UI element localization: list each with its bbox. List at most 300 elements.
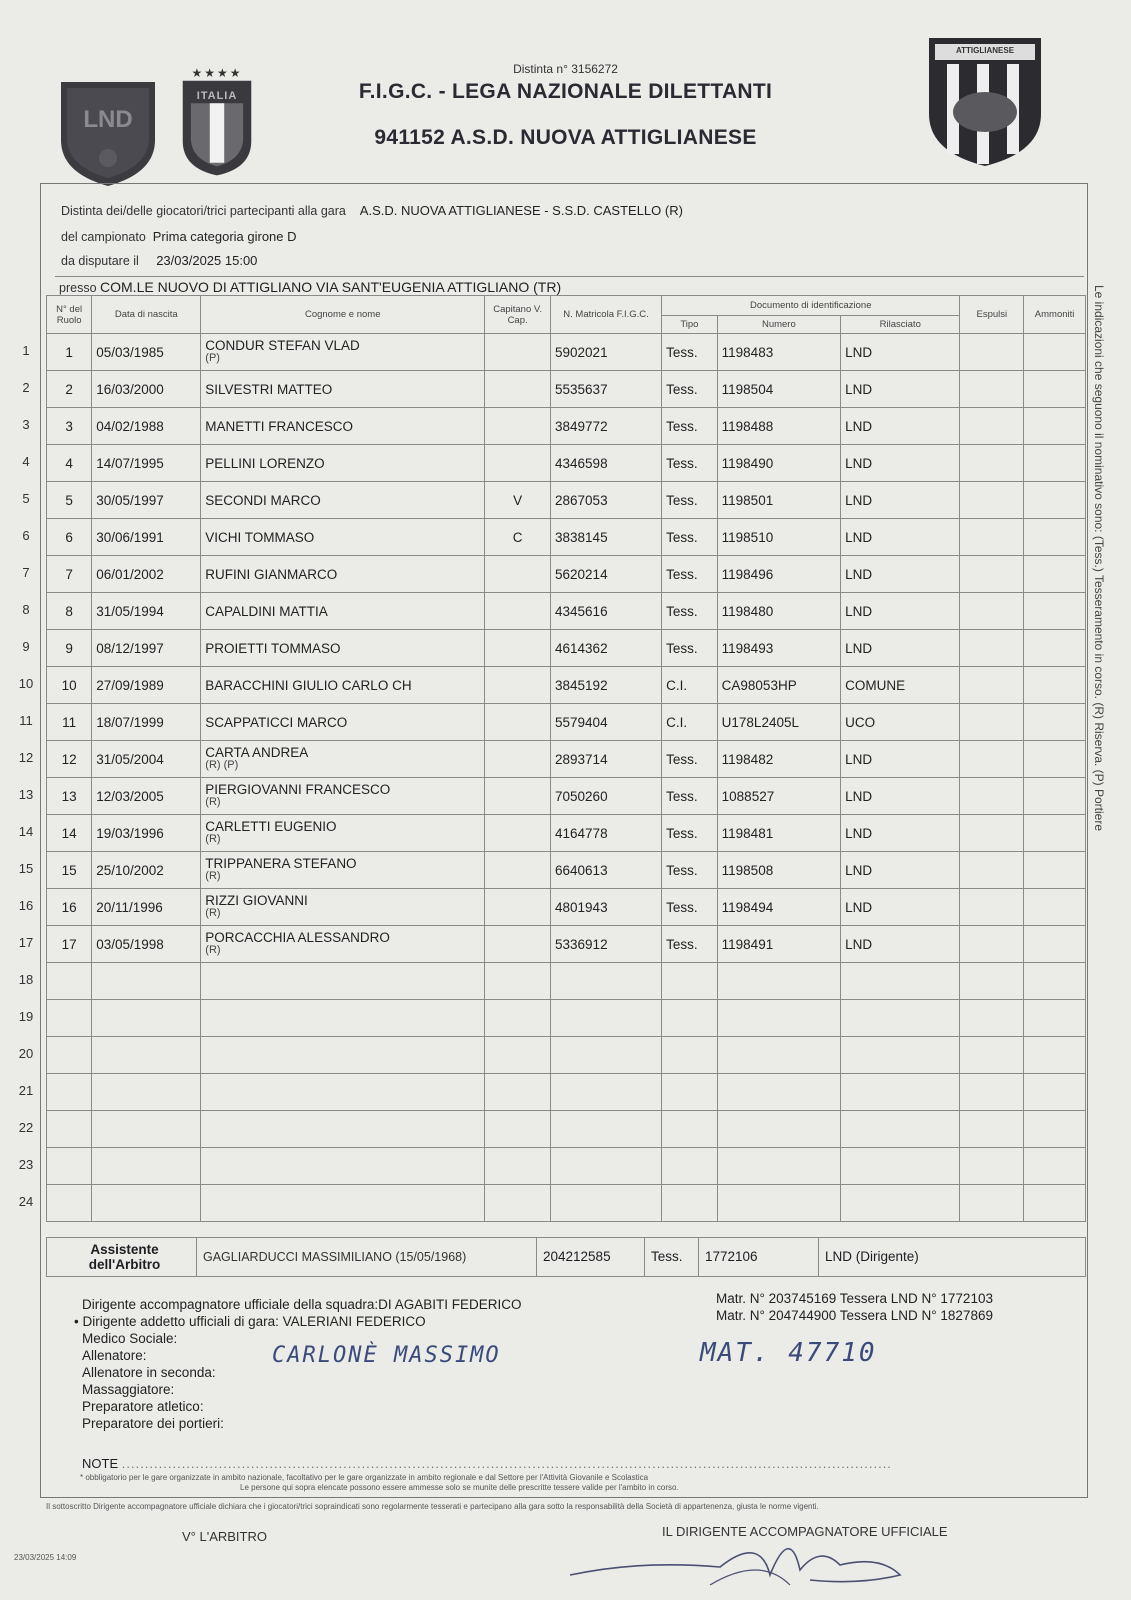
cell-nascita bbox=[92, 1000, 201, 1037]
row-number: 1 bbox=[22, 343, 30, 358]
cell-nascita bbox=[92, 963, 201, 1000]
cell-rilasciato: LND bbox=[841, 519, 960, 556]
col-documento: Documento di identificazione bbox=[662, 296, 960, 316]
player-name: SCAPPATICCI MARCO bbox=[205, 714, 348, 730]
cell-matricola: 5336912 bbox=[551, 926, 662, 963]
cell-espulsi bbox=[960, 408, 1024, 445]
cell-capitano bbox=[485, 667, 551, 704]
lnd-logo: LND bbox=[57, 78, 159, 188]
cell-espulsi bbox=[960, 445, 1024, 482]
row-number: 19 bbox=[18, 1009, 34, 1024]
distinta-number: Distinta n° 3156272 bbox=[513, 62, 618, 76]
player-name: CONDUR STEFAN VLAD bbox=[205, 338, 360, 353]
cell-numero: 1198482 bbox=[717, 741, 840, 778]
cell-rilasciato: LND bbox=[841, 778, 960, 815]
cell-matricola: 4346598 bbox=[551, 445, 662, 482]
cell-tipo: Tess. bbox=[662, 778, 718, 815]
assistente-name: GAGLIARDUCCI MASSIMILIANO (15/05/1968) bbox=[197, 1238, 537, 1276]
cell-matricola: 3845192 bbox=[551, 667, 662, 704]
col-capitano: Capitano V. Cap. bbox=[485, 296, 551, 334]
cell-ruolo: 7 bbox=[47, 556, 92, 593]
cell-nascita: 27/09/1989 bbox=[92, 667, 201, 704]
dirigente-addetto-text: Dirigente addetto ufficiali di gara: VALERIANI FEDERICO bbox=[82, 1314, 426, 1329]
row-number: 17 bbox=[18, 935, 34, 950]
persone-note: Le persone qui sopra elencate possono essere ammesse solo se munite delle prescritte tessere valide per l'ambito in corso. bbox=[240, 1483, 679, 1492]
cell-nascita bbox=[92, 1148, 201, 1185]
row-number: 5 bbox=[22, 491, 30, 506]
player-name: SILVESTRI MATTEO bbox=[205, 381, 333, 397]
championship: Prima categoria girone D bbox=[152, 229, 297, 244]
row-number: 21 bbox=[18, 1083, 34, 1098]
cell-nascita: 31/05/2004 bbox=[92, 741, 201, 778]
assistente-label: Assistente dell'Arbitro bbox=[47, 1238, 197, 1276]
table-row bbox=[47, 408, 1086, 445]
player-role-tag: (R) (P) bbox=[205, 759, 239, 771]
cell-ammoniti bbox=[1024, 408, 1086, 445]
player-name: CARTA ANDREA bbox=[205, 745, 309, 760]
cell-numero bbox=[717, 1185, 840, 1222]
row-number: 23 bbox=[18, 1157, 34, 1172]
match-teams: A.S.D. NUOVA ATTIGLIANESE - S.S.D. CASTELLO (R) bbox=[359, 203, 683, 218]
cell-capitano bbox=[485, 334, 551, 371]
cell-nome bbox=[201, 1074, 485, 1111]
cell-capitano bbox=[485, 778, 551, 815]
row-number: 18 bbox=[18, 972, 34, 987]
player-name: PELLINI LORENZO bbox=[205, 455, 325, 471]
cell-tipo: Tess. bbox=[662, 630, 718, 667]
cell-ammoniti bbox=[1024, 1000, 1086, 1037]
cell-capitano bbox=[485, 1111, 551, 1148]
cell-ruolo: 2 bbox=[47, 371, 92, 408]
federation-title: F.I.G.C. - LEGA NAZIONALE DILETTANTI bbox=[358, 80, 773, 103]
cell-nome bbox=[201, 334, 485, 371]
sottoscritto-note: Il sottoscritto Dirigente accompagnatore ufficiale dichiara che i giocatori/trici sopraindicati sono regolarmente tesserati e partecipano alla gara sotto la responsabilità della Società di appartenenza, giusta le norme vigenti. bbox=[46, 1502, 819, 1511]
cell-nascita: 04/02/1988 bbox=[92, 408, 201, 445]
player-name: PROIETTI TOMMASO bbox=[205, 640, 341, 656]
table-row bbox=[47, 815, 1086, 852]
cell-ammoniti bbox=[1024, 630, 1086, 667]
cell-nome bbox=[201, 1111, 485, 1148]
cell-matricola: 4801943 bbox=[551, 889, 662, 926]
player-role-tag: (R) bbox=[205, 907, 221, 919]
cell-capitano: V bbox=[485, 482, 551, 519]
matricola-2: Matr. N° 204744900 Tessera LND N° 1827869 bbox=[716, 1308, 993, 1323]
cell-numero: 1198481 bbox=[717, 815, 840, 852]
cell-ruolo bbox=[47, 1185, 92, 1222]
player-role-tag: (R) bbox=[205, 870, 221, 882]
cell-espulsi bbox=[960, 815, 1024, 852]
player-name: BARACCHINI GIULIO CARLO CH bbox=[205, 677, 412, 693]
cell-ruolo: 5 bbox=[47, 482, 92, 519]
cell-nascita: 20/11/1996 bbox=[92, 889, 201, 926]
cell-ammoniti bbox=[1024, 815, 1086, 852]
table-row bbox=[47, 482, 1086, 519]
cell-nome bbox=[201, 1185, 485, 1222]
cell-rilasciato: LND bbox=[841, 371, 960, 408]
cell-nome bbox=[201, 704, 485, 741]
cell-capitano bbox=[485, 741, 551, 778]
row-number: 13 bbox=[18, 787, 34, 802]
cell-matricola: 7050260 bbox=[551, 778, 662, 815]
cell-nome bbox=[201, 926, 485, 963]
label-campionato: del campionato bbox=[61, 230, 146, 244]
cell-tipo: Tess. bbox=[662, 889, 718, 926]
cell-nome bbox=[201, 445, 485, 482]
cell-ruolo: 12 bbox=[47, 741, 92, 778]
cell-rilasciato: LND bbox=[841, 445, 960, 482]
cell-espulsi bbox=[960, 593, 1024, 630]
cell-numero: U178L2405L bbox=[717, 704, 840, 741]
cell-capitano bbox=[485, 593, 551, 630]
match-date: 23/03/2025 15:00 bbox=[156, 253, 258, 268]
cell-ruolo: 13 bbox=[47, 778, 92, 815]
cell-matricola: 2893714 bbox=[551, 741, 662, 778]
cell-ruolo: 9 bbox=[47, 630, 92, 667]
cell-numero: 1198510 bbox=[717, 519, 840, 556]
cell-rilasciato: LND bbox=[841, 741, 960, 778]
cell-tipo bbox=[662, 1074, 718, 1111]
note-text: NOTE bbox=[82, 1456, 119, 1471]
cell-ruolo bbox=[47, 1037, 92, 1074]
signature-mark bbox=[560, 1515, 920, 1595]
table-row bbox=[47, 1074, 1086, 1111]
cell-nome bbox=[201, 741, 485, 778]
cell-ammoniti bbox=[1024, 556, 1086, 593]
club-title: 941152 A.S.D. NUOVA ATTIGLIANESE bbox=[374, 126, 757, 149]
cell-matricola bbox=[551, 1111, 662, 1148]
cell-matricola bbox=[551, 1148, 662, 1185]
cell-ruolo: 3 bbox=[47, 408, 92, 445]
table-row bbox=[47, 963, 1086, 1000]
cell-nome bbox=[201, 482, 485, 519]
cell-nome bbox=[201, 371, 485, 408]
player-name: VICHI TOMMASO bbox=[205, 529, 315, 545]
cell-espulsi bbox=[960, 667, 1024, 704]
timestamp: 23/03/2025 14:09 bbox=[14, 1553, 77, 1562]
cell-rilasciato: LND bbox=[841, 408, 960, 445]
cell-ruolo bbox=[47, 1148, 92, 1185]
cell-espulsi bbox=[960, 556, 1024, 593]
cell-matricola: 3849772 bbox=[551, 408, 662, 445]
cell-rilasciato: LND bbox=[841, 852, 960, 889]
cell-tipo: Tess. bbox=[662, 852, 718, 889]
cell-espulsi bbox=[960, 963, 1024, 1000]
assistente-row bbox=[46, 1237, 1086, 1277]
cell-rilasciato bbox=[841, 1111, 960, 1148]
table-row bbox=[47, 445, 1086, 482]
cell-ammoniti bbox=[1024, 334, 1086, 371]
cell-capitano bbox=[485, 371, 551, 408]
cell-espulsi bbox=[960, 704, 1024, 741]
row-number: 12 bbox=[18, 750, 34, 765]
table-row bbox=[47, 852, 1086, 889]
cell-rilasciato: LND bbox=[841, 334, 960, 371]
cell-matricola: 4164778 bbox=[551, 815, 662, 852]
cell-rilasciato: LND bbox=[841, 926, 960, 963]
cell-numero bbox=[717, 1074, 840, 1111]
cell-numero: 1198480 bbox=[717, 593, 840, 630]
table-row bbox=[47, 519, 1086, 556]
cell-matricola: 3838145 bbox=[551, 519, 662, 556]
cell-tipo: Tess. bbox=[662, 556, 718, 593]
vertical-legend-text: Le indicazioni che seguono il nominativo sono: (Tess.) Tesseramento in corso. (R) Riserva. (P) Portiere bbox=[1092, 285, 1106, 832]
club-logo: ATTIGLIANESE bbox=[925, 34, 1045, 170]
cell-nome bbox=[201, 852, 485, 889]
table-row bbox=[47, 556, 1086, 593]
cell-espulsi bbox=[960, 1074, 1024, 1111]
massaggiatore: Massaggiatore: bbox=[82, 1382, 175, 1397]
cell-espulsi bbox=[960, 852, 1024, 889]
cell-matricola: 2867053 bbox=[551, 482, 662, 519]
cell-ruolo: 1 bbox=[47, 334, 92, 371]
cell-numero bbox=[717, 1111, 840, 1148]
cell-capitano bbox=[485, 1148, 551, 1185]
cell-numero bbox=[717, 1148, 840, 1185]
cell-nascita: 16/03/2000 bbox=[92, 371, 201, 408]
cell-rilasciato: LND bbox=[841, 815, 960, 852]
preparatore-portieri: Preparatore dei portieri: bbox=[82, 1416, 224, 1431]
cell-ammoniti bbox=[1024, 371, 1086, 408]
cell-matricola: 4614362 bbox=[551, 630, 662, 667]
cell-capitano bbox=[485, 1000, 551, 1037]
cell-numero: 1198494 bbox=[717, 889, 840, 926]
cell-nascita bbox=[92, 1074, 201, 1111]
cell-capitano bbox=[485, 963, 551, 1000]
cell-ruolo: 6 bbox=[47, 519, 92, 556]
cell-matricola bbox=[551, 1037, 662, 1074]
player-name: PORCACCHIA ALESSANDRO bbox=[205, 930, 390, 945]
cell-capitano bbox=[485, 704, 551, 741]
col-matricola: N. Matricola F.I.G.C. bbox=[551, 296, 662, 334]
cell-ruolo: 4 bbox=[47, 445, 92, 482]
cell-rilasciato bbox=[841, 1000, 960, 1037]
cell-tipo bbox=[662, 1185, 718, 1222]
table-row bbox=[47, 1111, 1086, 1148]
cell-ruolo: 15 bbox=[47, 852, 92, 889]
cell-nascita: 18/07/1999 bbox=[92, 704, 201, 741]
table-row bbox=[47, 1148, 1086, 1185]
cell-capitano bbox=[485, 630, 551, 667]
cell-nome bbox=[201, 889, 485, 926]
cell-rilasciato bbox=[841, 1037, 960, 1074]
table-row bbox=[47, 926, 1086, 963]
allenatore: Allenatore: bbox=[82, 1348, 147, 1363]
row-number: 9 bbox=[22, 639, 30, 654]
row-number: 8 bbox=[22, 602, 30, 617]
cell-tipo bbox=[662, 1111, 718, 1148]
cell-ammoniti bbox=[1024, 1185, 1086, 1222]
cell-nome bbox=[201, 630, 485, 667]
cell-capitano bbox=[485, 408, 551, 445]
col-rilasciato: Rilasciato bbox=[841, 316, 960, 334]
table-row bbox=[47, 593, 1086, 630]
cell-capitano bbox=[485, 1185, 551, 1222]
cell-tipo: C.I. bbox=[662, 704, 718, 741]
player-name: MANETTI FRANCESCO bbox=[205, 418, 354, 434]
cell-espulsi bbox=[960, 1000, 1024, 1037]
cell-espulsi bbox=[960, 630, 1024, 667]
cell-capitano bbox=[485, 926, 551, 963]
cell-tipo bbox=[662, 1000, 718, 1037]
cell-tipo bbox=[662, 1037, 718, 1074]
row-number: 10 bbox=[18, 676, 34, 691]
cell-espulsi bbox=[960, 1037, 1024, 1074]
dirigente-label: IL DIRIGENTE ACCOMPAGNATORE UFFICIALE bbox=[662, 1524, 948, 1539]
cell-nascita: 06/01/2002 bbox=[92, 556, 201, 593]
table-row bbox=[47, 1037, 1086, 1074]
row-number: 24 bbox=[18, 1194, 34, 1209]
arbitro-label: V° L'ARBITRO bbox=[182, 1529, 267, 1544]
venue: COM.LE NUOVO DI ATTIGLIANO VIA SANT'EUGENIA ATTIGLIANO (TR) bbox=[100, 279, 562, 295]
player-name: TRIPPANERA STEFANO bbox=[205, 856, 357, 871]
col-nome: Cognome e nome bbox=[201, 296, 485, 334]
row-number: 11 bbox=[19, 713, 33, 728]
cell-numero: 1198504 bbox=[717, 371, 840, 408]
cell-tipo: C.I. bbox=[662, 667, 718, 704]
cell-rilasciato: UCO bbox=[841, 704, 960, 741]
cell-capitano bbox=[485, 445, 551, 482]
cell-matricola: 4345616 bbox=[551, 593, 662, 630]
cell-ruolo bbox=[47, 1074, 92, 1111]
match-info bbox=[55, 187, 1090, 295]
matricola-1: Matr. N° 203745169 Tessera LND N° 1772103 bbox=[716, 1291, 993, 1306]
col-espulsi: Espulsi bbox=[960, 296, 1024, 334]
row-number: 20 bbox=[18, 1046, 34, 1061]
player-role-tag: (R) bbox=[205, 944, 221, 956]
cell-nascita: 12/03/2005 bbox=[92, 778, 201, 815]
cell-nascita: 14/07/1995 bbox=[92, 445, 201, 482]
table-row bbox=[47, 667, 1086, 704]
cell-tipo: Tess. bbox=[662, 519, 718, 556]
cell-espulsi bbox=[960, 1148, 1024, 1185]
cell-tipo: Tess. bbox=[662, 445, 718, 482]
cell-rilasciato: COMUNE bbox=[841, 667, 960, 704]
cell-espulsi bbox=[960, 371, 1024, 408]
cell-nome bbox=[201, 963, 485, 1000]
dirigente-addetto: • Dirigente addetto ufficiali di gara: VALERIANI FEDERICO bbox=[74, 1314, 426, 1329]
cell-ruolo bbox=[47, 963, 92, 1000]
allenatore-seconda: Allenatore in seconda: bbox=[82, 1365, 216, 1380]
cell-matricola bbox=[551, 963, 662, 1000]
cell-tipo: Tess. bbox=[662, 593, 718, 630]
cell-capitano bbox=[485, 556, 551, 593]
cell-nascita bbox=[92, 1037, 201, 1074]
cell-espulsi bbox=[960, 1111, 1024, 1148]
cell-ammoniti bbox=[1024, 482, 1086, 519]
col-nascita: Data di nascita bbox=[92, 296, 201, 334]
italia-logo: ★★★★ ITALIA bbox=[176, 66, 258, 188]
cell-numero bbox=[717, 1037, 840, 1074]
table-row bbox=[47, 741, 1086, 778]
cell-espulsi bbox=[960, 1185, 1024, 1222]
row-number: 22 bbox=[18, 1120, 34, 1135]
medico-sociale: Medico Sociale: bbox=[82, 1331, 178, 1346]
cell-numero: 1198496 bbox=[717, 556, 840, 593]
cell-espulsi bbox=[960, 889, 1024, 926]
cell-ruolo: 16 bbox=[47, 889, 92, 926]
table-row bbox=[47, 889, 1086, 926]
player-name: SECONDI MARCO bbox=[205, 492, 321, 508]
col-ruolo: N° del Ruolo bbox=[47, 296, 92, 334]
cell-ammoniti bbox=[1024, 1148, 1086, 1185]
cell-nome bbox=[201, 408, 485, 445]
cell-tipo: Tess. bbox=[662, 371, 718, 408]
cell-ammoniti bbox=[1024, 445, 1086, 482]
table-row bbox=[47, 778, 1086, 815]
vertical-legend bbox=[1090, 285, 1106, 985]
cell-ammoniti bbox=[1024, 704, 1086, 741]
cell-ammoniti bbox=[1024, 1111, 1086, 1148]
row-number: 3 bbox=[22, 417, 30, 432]
cell-nascita: 30/06/1991 bbox=[92, 519, 201, 556]
player-name: CAPALDINI MATTIA bbox=[205, 603, 328, 619]
cell-nascita: 19/03/1996 bbox=[92, 815, 201, 852]
cell-matricola bbox=[551, 1074, 662, 1111]
col-tipo: Tipo bbox=[662, 316, 718, 334]
table-row bbox=[47, 630, 1086, 667]
cell-ruolo: 10 bbox=[47, 667, 92, 704]
cell-espulsi bbox=[960, 482, 1024, 519]
cell-nascita: 31/05/1994 bbox=[92, 593, 201, 630]
cell-ammoniti bbox=[1024, 667, 1086, 704]
row-number: 4 bbox=[22, 454, 30, 469]
label-data: da disputare il bbox=[61, 254, 139, 268]
cell-ammoniti bbox=[1024, 963, 1086, 1000]
players-table bbox=[46, 295, 1086, 1222]
cell-ruolo: 8 bbox=[47, 593, 92, 630]
cell-numero: 1198483 bbox=[717, 334, 840, 371]
row-number: 6 bbox=[22, 528, 30, 543]
player-name: RUFINI GIANMARCO bbox=[205, 566, 338, 582]
table-row bbox=[47, 1185, 1086, 1222]
cell-rilasciato: LND bbox=[841, 556, 960, 593]
cell-rilasciato bbox=[841, 963, 960, 1000]
cell-matricola bbox=[551, 1185, 662, 1222]
cell-rilasciato: LND bbox=[841, 593, 960, 630]
cell-tipo: Tess. bbox=[662, 334, 718, 371]
cell-matricola: 6640613 bbox=[551, 852, 662, 889]
cell-nome bbox=[201, 519, 485, 556]
cell-ammoniti bbox=[1024, 1074, 1086, 1111]
cell-tipo: Tess. bbox=[662, 482, 718, 519]
cell-nome bbox=[201, 1148, 485, 1185]
cell-numero: CA98053HP bbox=[717, 667, 840, 704]
preparatore-atletico: Preparatore atletico: bbox=[82, 1399, 204, 1414]
table-row bbox=[47, 704, 1086, 741]
player-rows bbox=[47, 334, 1086, 1222]
cell-espulsi bbox=[960, 741, 1024, 778]
col-ammoniti: Ammoniti bbox=[1024, 296, 1086, 334]
player-name: PIERGIOVANNI FRANCESCO bbox=[205, 782, 391, 797]
cell-ruolo: 11 bbox=[47, 704, 92, 741]
label-presso: presso bbox=[59, 281, 97, 295]
cell-capitano: C bbox=[485, 519, 551, 556]
handwritten-allenatore: CARLONÈ MASSIMO bbox=[272, 1343, 501, 1368]
cell-numero: 1198501 bbox=[717, 482, 840, 519]
table-row bbox=[47, 1000, 1086, 1037]
label-gara: Distinta dei/delle giocatori/trici partecipanti alla gara bbox=[61, 204, 346, 218]
cell-capitano bbox=[485, 1074, 551, 1111]
cell-ruolo: 14 bbox=[47, 815, 92, 852]
cell-tipo bbox=[662, 963, 718, 1000]
assistente-rilasciato: LND (Dirigente) bbox=[825, 1249, 919, 1264]
table-row bbox=[47, 371, 1086, 408]
cell-tipo: Tess. bbox=[662, 741, 718, 778]
cell-matricola: 5579404 bbox=[551, 704, 662, 741]
cell-rilasciato bbox=[841, 1074, 960, 1111]
cell-ammoniti bbox=[1024, 926, 1086, 963]
cell-ammoniti bbox=[1024, 593, 1086, 630]
